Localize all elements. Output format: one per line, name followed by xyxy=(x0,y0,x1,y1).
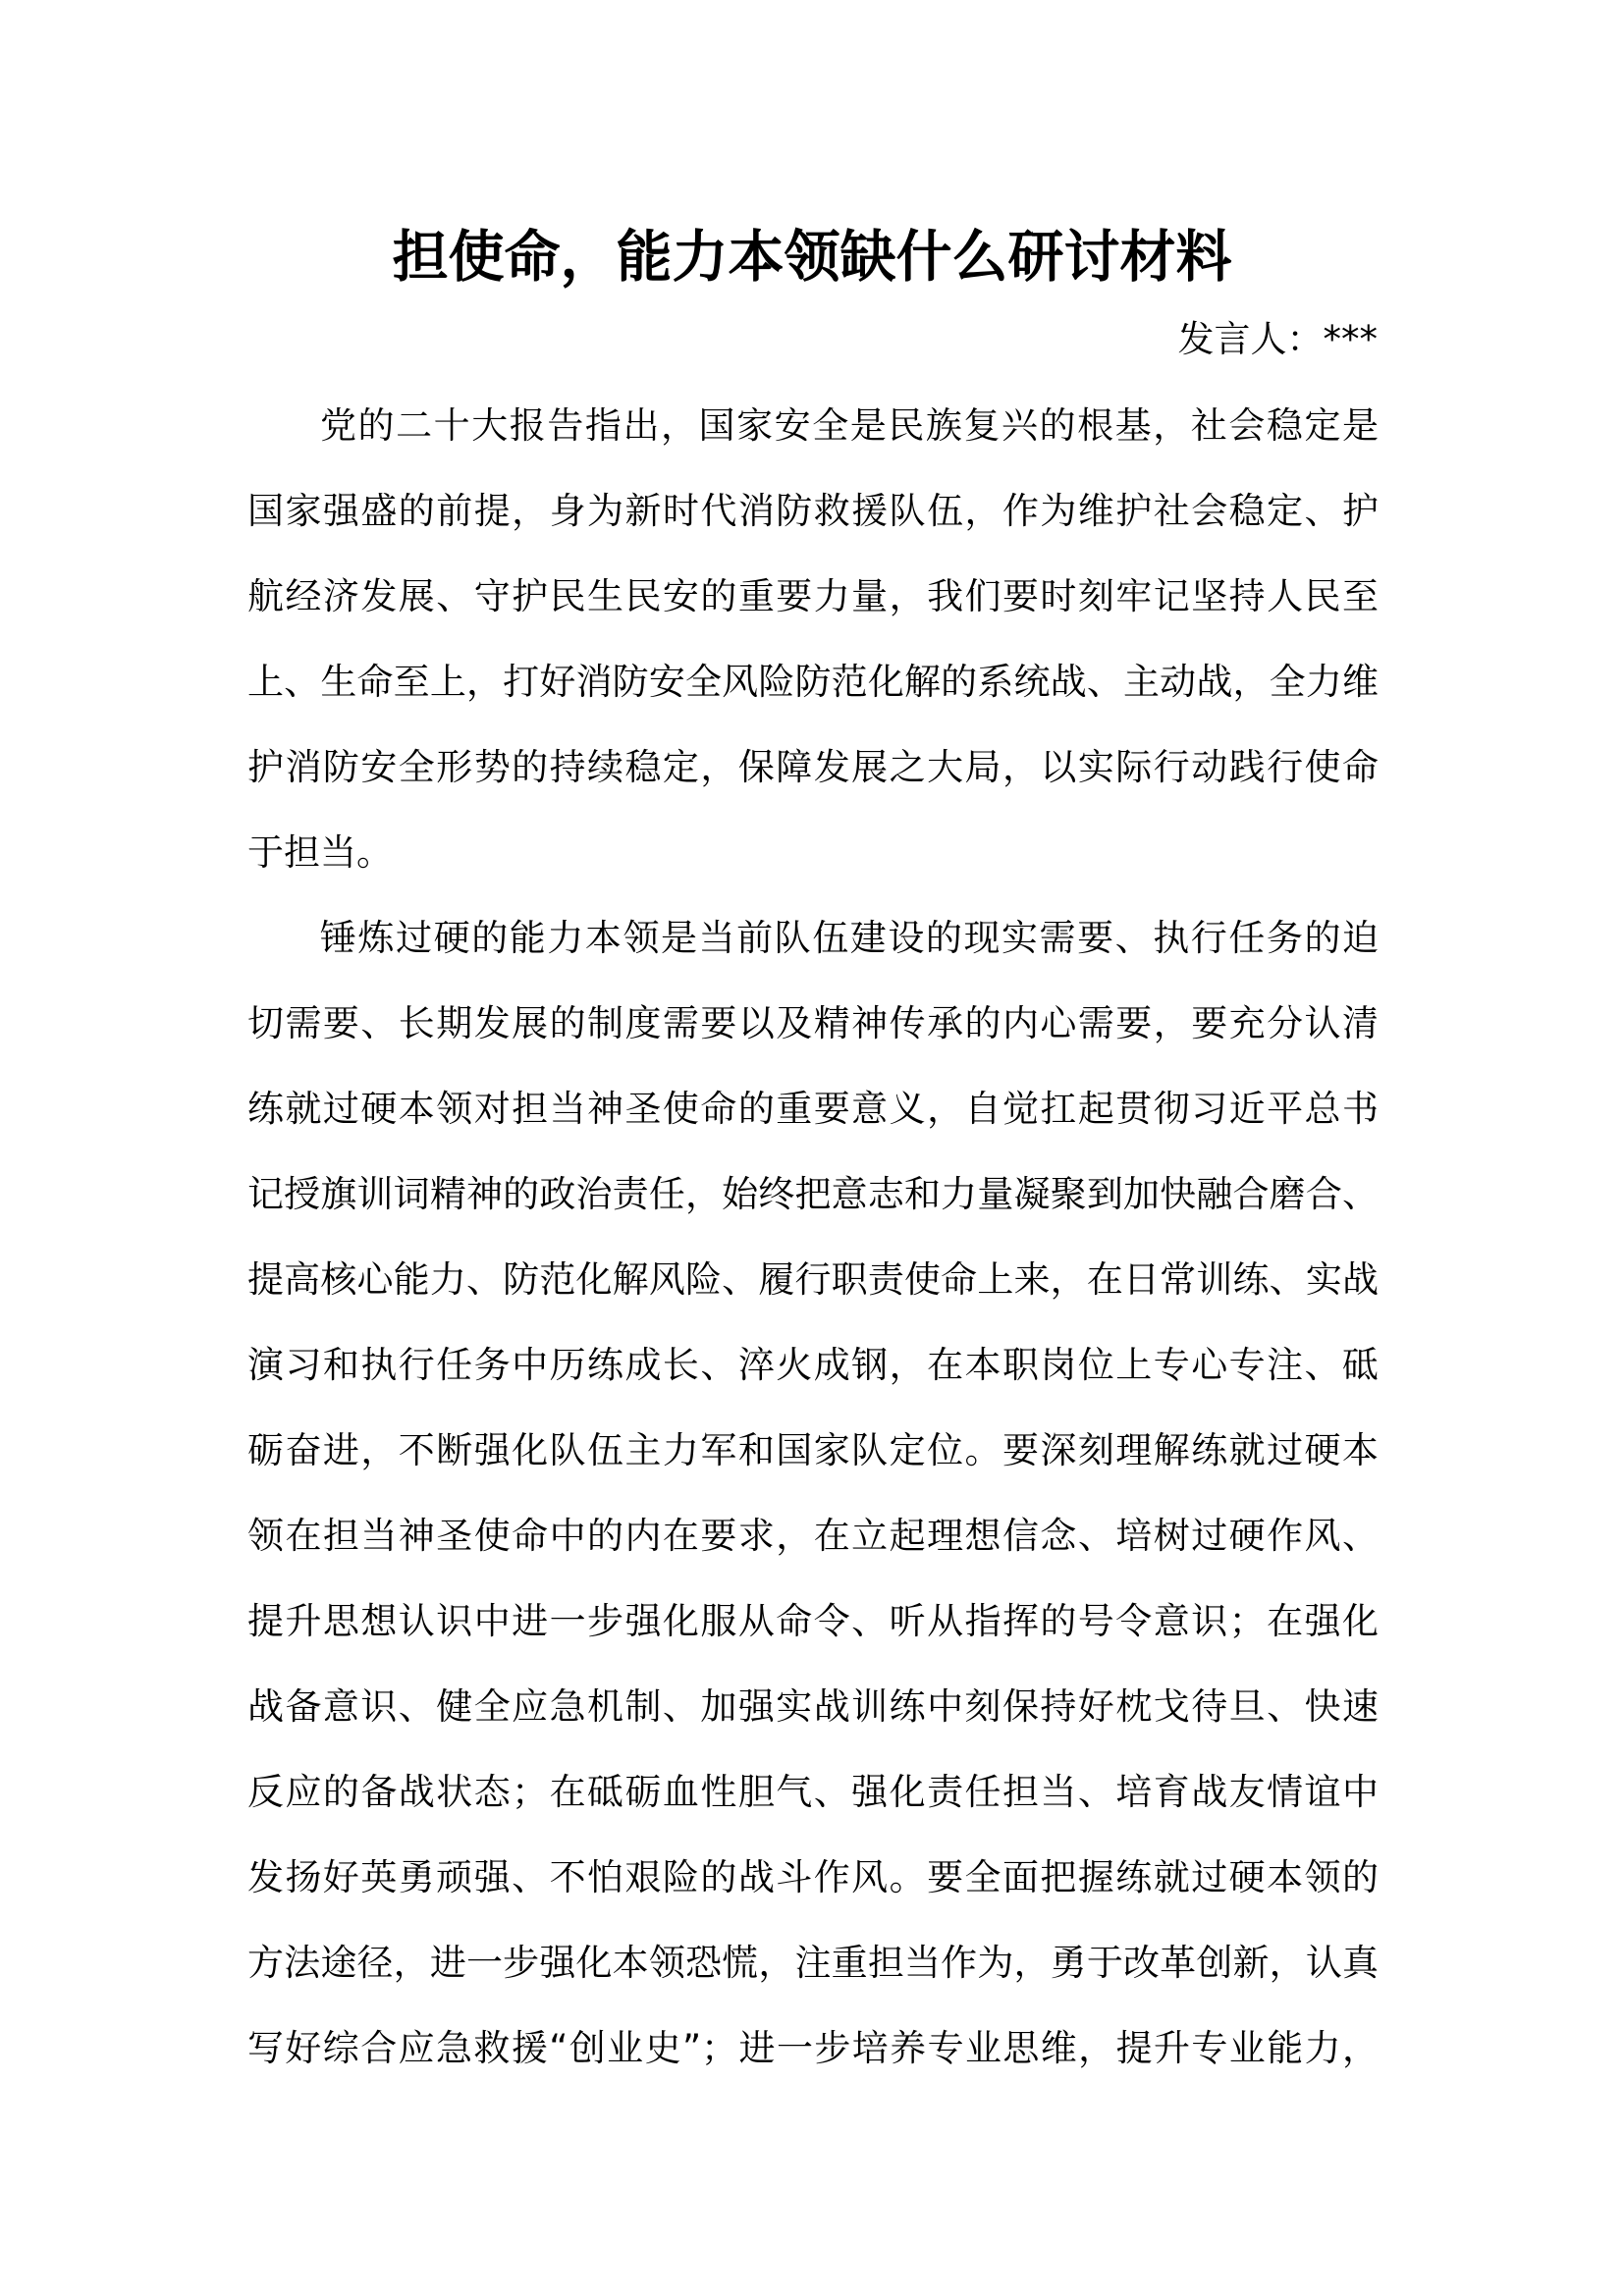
text-line: 发扬好英勇顽强、不怕艰险的战斗作风。要全面把握练就过硬本领的 xyxy=(247,1856,1379,1898)
text-line: 护消防安全形势的持续稳定，保障发展之大局，以实际行动践行使命 xyxy=(247,746,1379,788)
text-line: 砺奋进，不断强化队伍主力军和国家队定位。要深刻理解练就过硬本 xyxy=(247,1429,1379,1471)
text-line: 方法途径，进一步强化本领恐慌，注重担当作为，勇于改革创新，认真 xyxy=(247,1942,1379,1984)
text-line: 于担当。 xyxy=(247,831,393,874)
text-line: 航经济发展、守护民生民安的重要力量，我们要时刻牢记坚持人民至 xyxy=(247,575,1379,617)
text-line: 国家强盛的前提，身为新时代消防救援队伍，作为维护社会稳定、护 xyxy=(247,490,1379,532)
text-line: 演习和执行任务中历练成长、淬火成钢，在本职岗位上专心专注、砥 xyxy=(247,1344,1379,1386)
text-line: 领在担当神圣使命中的内在要求，在立起理想信念、培树过硬作风、 xyxy=(247,1515,1379,1557)
text-line: 上、生命至上，打好消防安全风险防范化解的系统战、主动战，全力维 xyxy=(247,661,1379,703)
speaker-line: 发言人：*** xyxy=(1177,318,1378,360)
paragraph-1 xyxy=(247,383,1379,895)
text-line: 提升思想认识中进一步强化服从命令、听从指挥的号令意识；在强化 xyxy=(247,1600,1379,1642)
text-line: 党的二十大报告指出，国家安全是民族复兴的根基，社会稳定是 xyxy=(320,404,1379,447)
text-line: 反应的备战状态；在砥砺血性胆气、强化责任担当、培育战友情谊中 xyxy=(247,1771,1379,1813)
text-line: 写好综合应急救援“创业史”；进一步培养专业思维，提升专业能力， xyxy=(247,2027,1379,2069)
text-line: 切需要、长期发展的制度需要以及精神传承的内心需要，要充分认清 xyxy=(247,1002,1379,1044)
text-line: 锤炼过硬的能力本领是当前队伍建设的现实需要、执行任务的迫 xyxy=(320,917,1379,959)
document-body xyxy=(247,383,1379,2091)
text-line: 战备意识、健全应急机制、加强实战训练中刻保持好枕戈待旦、快速 xyxy=(247,1685,1379,1728)
paragraph-2 xyxy=(247,895,1379,2091)
document-title: 担使命，能力本领缺什么研讨材料 xyxy=(392,225,1232,290)
text-line: 记授旗训词精神的政治责任，始终把意志和力量凝聚到加快融合磨合、 xyxy=(247,1173,1379,1215)
text-line: 练就过硬本领对担当神圣使命的重要意义，自觉扛起贯彻习近平总书 xyxy=(247,1088,1379,1130)
text-line: 提高核心能力、防范化解风险、履行职责使命上来，在日常训练、实战 xyxy=(247,1258,1379,1301)
